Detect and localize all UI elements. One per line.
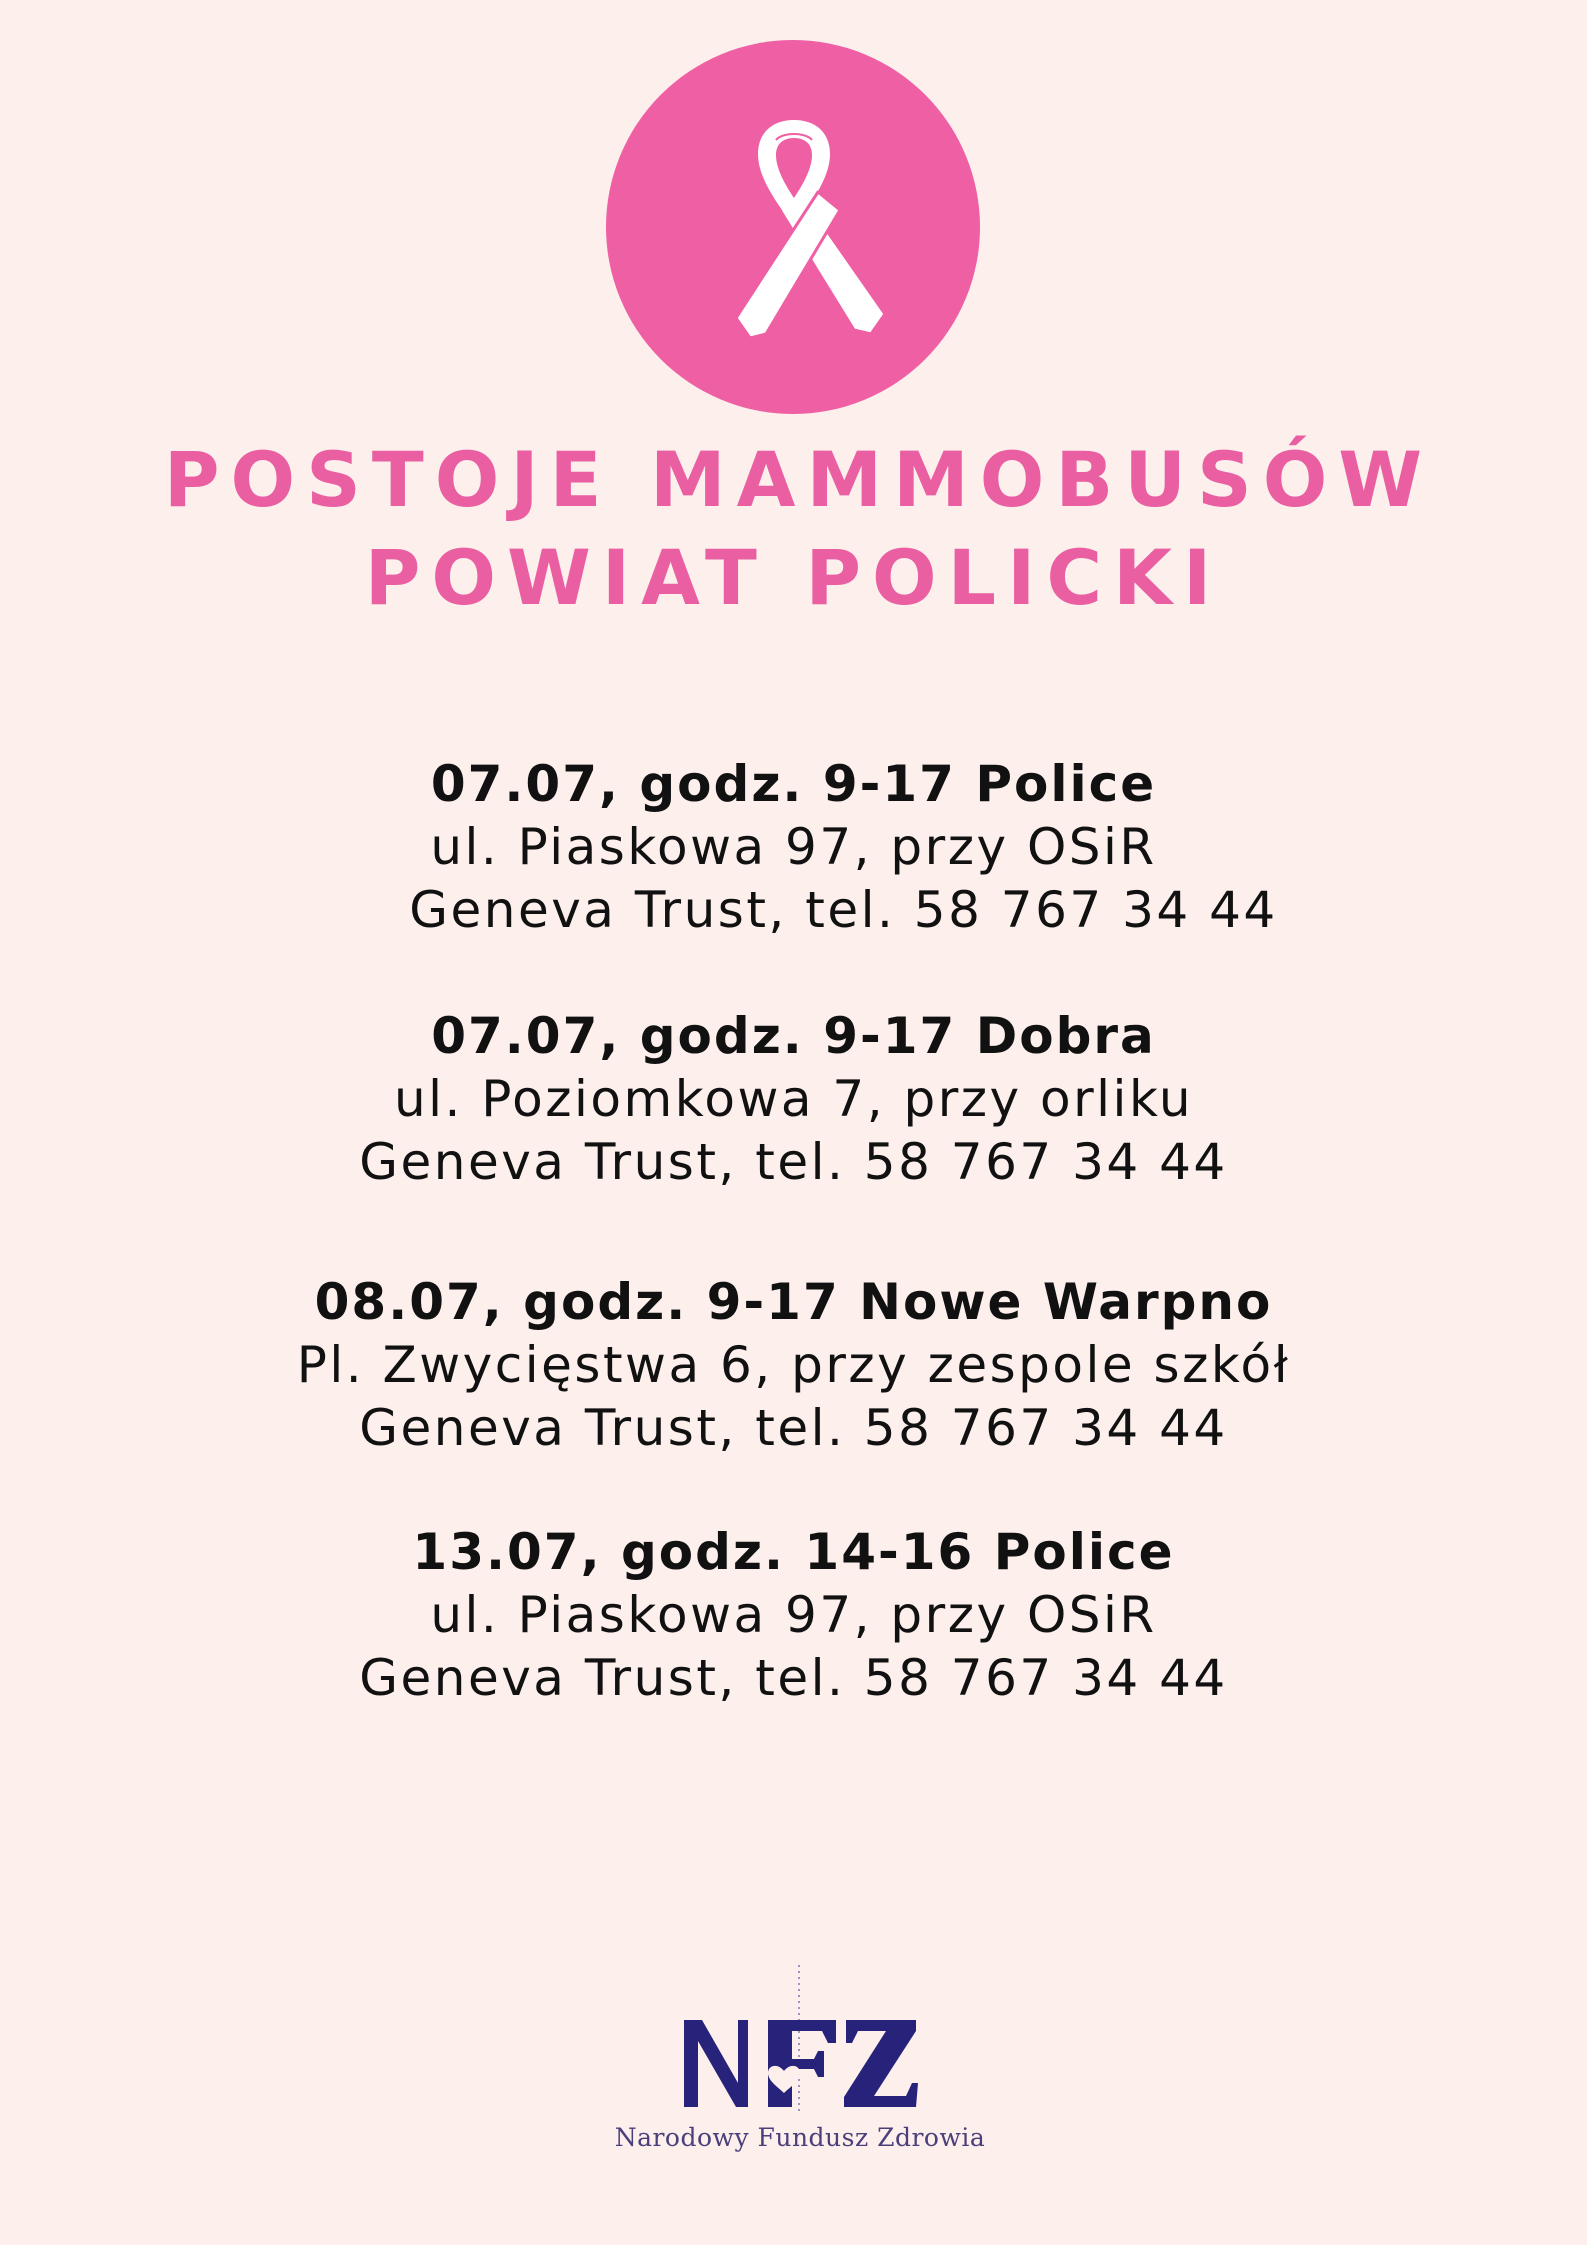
- nfz-logo: [600, 1965, 1000, 2165]
- entry-address: ul. Piaskowa 97, przy OSiR: [430, 1586, 1157, 1644]
- entry-heading: 13.07, godz. 14-16 Police: [412, 1523, 1175, 1581]
- entry-contact: Geneva Trust, tel. 58 767 34 44: [409, 881, 1278, 939]
- page-title-line2: POWIAT POLICKI: [364, 533, 1223, 622]
- entry-contact: Geneva Trust, tel. 58 767 34 44: [359, 1133, 1228, 1191]
- schedule-entry: [0, 1270, 1587, 1460]
- schedule-entry: [0, 1004, 1587, 1194]
- entry-heading: 07.07, godz. 9-17 Police: [430, 755, 1157, 813]
- nfz-logo-caption: Narodowy Fundusz Zdrowia: [614, 2123, 986, 2152]
- entry-heading: 07.07, godz. 9-17 Dobra: [431, 1007, 1156, 1065]
- entry-address: ul. Poziomkowa 7, przy orliku: [393, 1070, 1194, 1128]
- entry-address: Pl. Zwycięstwa 6, przy zespole szkół: [296, 1336, 1291, 1394]
- entry-contact: Geneva Trust, tel. 58 767 34 44: [359, 1399, 1228, 1457]
- schedule-entry: [0, 752, 1587, 942]
- page-title-line1: POSTOJE MAMMOBUSÓW: [163, 435, 1434, 524]
- ribbon-badge: [606, 40, 980, 414]
- entry-address: ul. Piaskowa 97, przy OSiR: [430, 818, 1157, 876]
- nfz-logo-mark: [600, 1965, 1000, 2115]
- entry-contact: Geneva Trust, tel. 58 767 34 44: [359, 1649, 1228, 1707]
- schedule-entry: [0, 1520, 1587, 1710]
- entry-heading: 08.07, godz. 9-17 Nowe Warpno: [314, 1273, 1273, 1331]
- pink-ribbon-icon: [606, 40, 980, 414]
